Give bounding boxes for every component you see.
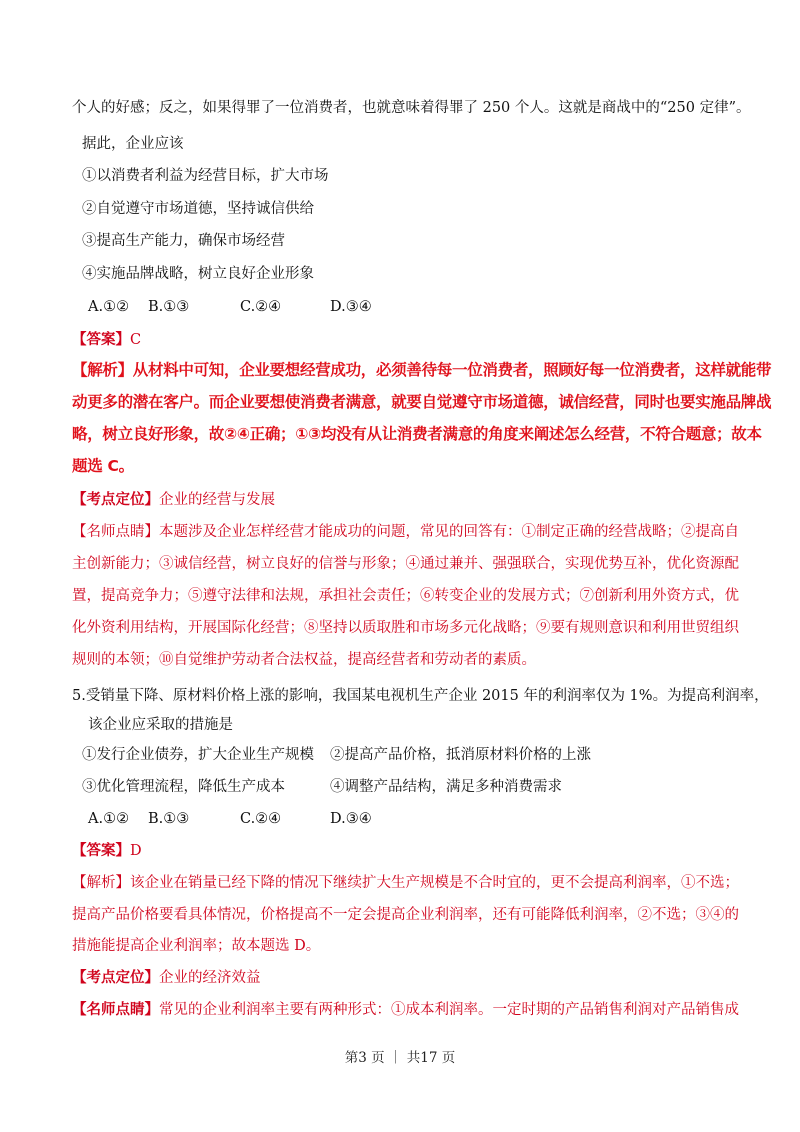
q4-analysis-line4: 题选 C。 — [72, 457, 134, 475]
q4-answer-value: C — [130, 332, 142, 348]
q5-kaodian-text: 企业的经济效益 — [159, 970, 261, 986]
q5-choice-b: B.①③ — [148, 811, 190, 827]
q4-mingshi-line2: 主创新能力；③诚信经营，树立良好的信誉与形象；④通过兼并、强强联合，实现优势互补，优化资源配 — [72, 556, 739, 572]
q4-mingshi-line3: 置，提高竞争力；⑤遵守法律和法规，承担社会责任；⑥转变企业的发展方式；⑦创新利用外资方式，优 — [72, 588, 739, 604]
q5-option-1: ①发行企业债券，扩大企业生产规模 — [82, 747, 314, 763]
q4-answer-tag: 【答案】 — [72, 331, 130, 348]
q5-kaodian-tag: 【考点定位】 — [72, 969, 159, 986]
q5-option-2: ②提高产品价格，抵消原材料价格的上涨 — [330, 747, 591, 763]
q5-analysis-line3: 措施能提高企业利润率；故本题选 D。 — [72, 938, 321, 954]
q4-kaodian-tag: 【考点定位】 — [72, 491, 159, 508]
q5-kaodian — [72, 968, 740, 988]
q4-mingshi-line5: 规则的本领；⑩自觉维护劳动者合法权益，提高经营者和劳动者的素质。 — [72, 652, 536, 668]
q4-answer — [72, 330, 740, 350]
q4-mingshi-line4: 化外资利用结构，开展国际化经营；⑧坚持以质取胜和市场多元化战略；⑨要有规则意识和利用世贸组织 — [72, 620, 739, 636]
q4-choice-a: A.①② — [88, 299, 130, 315]
q5-answer-value: D — [130, 843, 142, 859]
q5-option-4: ④调整产品结构，满足多种消费需求 — [330, 779, 562, 795]
q4-mingshi-line1: 【名师点睛】本题涉及企业怎样经营才能成功的问题，常见的回答有：①制定正确的经营战略；②提高自 — [72, 524, 739, 540]
q5-mingshi-text: 常见的企业利润率主要有两种形式：①成本利润率。一定时期的产品销售利润对产品销售成 — [159, 1002, 739, 1018]
q4-analysis-line3: 略，树立良好形象，故②④正确；①③均没有从让消费者满意的角度来阐述怎么经营，不符合题意；故本 — [72, 425, 762, 443]
q5-answer-tag: 【答案】 — [72, 842, 130, 859]
q4-stem-line1: 个人的好感；反之，如果得罪了一位消费者，也就意味着得罪了 250 个人。这就是商战中的“250 定律”。 — [72, 100, 751, 116]
q4-kaodian — [72, 490, 740, 510]
q4-option-2: ②自觉遵守市场道德，坚持诚信供给 — [82, 201, 314, 217]
q4-choice-c: C.②④ — [240, 299, 282, 315]
q5-mingshi-tag: 【名师点睛】 — [72, 1001, 159, 1018]
q5-mingshi — [72, 1000, 740, 1020]
q5-answer — [72, 841, 740, 861]
q5-choice-c: C.②④ — [240, 811, 282, 827]
q4-choice-d: D.③④ — [330, 299, 372, 315]
q4-option-4: ④实施品牌战略，树立良好企业形象 — [82, 266, 314, 282]
q4-stem-line2: 据此，企业应该 — [82, 136, 184, 152]
q4-analysis-line2: 动更多的潜在客户。而企业要想使消费者满意，就要自觉遵守市场道德，诚信经营，同时也要实施品牌战 — [72, 393, 772, 411]
page-footer: 第3 页 ｜ 共17 页 — [344, 1050, 456, 1066]
q5-analysis-line2: 提高产品价格要看具体情况，价格提高不一定会提高企业利润率，还有可能降低利润率，②不选；③④的 — [72, 907, 739, 923]
q5-option-3: ③优化管理流程，降低生产成本 — [82, 779, 285, 795]
q5-choice-d: D.③④ — [330, 811, 372, 827]
q4-choice-b: B.①③ — [148, 299, 190, 315]
q5-stem-line2: 该企业应采取的措施是 — [88, 717, 233, 733]
q5-analysis-line1: 【解析】该企业在销量已经下降的情况下继续扩大生产规模是不合时宜的，更不会提高利润率，①不选； — [72, 875, 739, 891]
q5-choice-a: A.①② — [88, 811, 130, 827]
q4-option-3: ③提高生产能力，确保市场经营 — [82, 233, 285, 249]
q4-option-1: ①以消费者利益为经营目标，扩大市场 — [82, 168, 329, 184]
q4-analysis-line1: 【解析】从材料中可知，企业要想经营成功，必须善待每一位消费者，照顾好每一位消费者，这样就能带 — [72, 361, 772, 379]
q4-kaodian-text: 企业的经营与发展 — [159, 492, 275, 508]
q5-stem-line1: 5.受销量下降、原材料价格上涨的影响，我国某电视机生产企业 2015 年的利润率仅为 1%。为提高利润率， — [72, 688, 769, 704]
